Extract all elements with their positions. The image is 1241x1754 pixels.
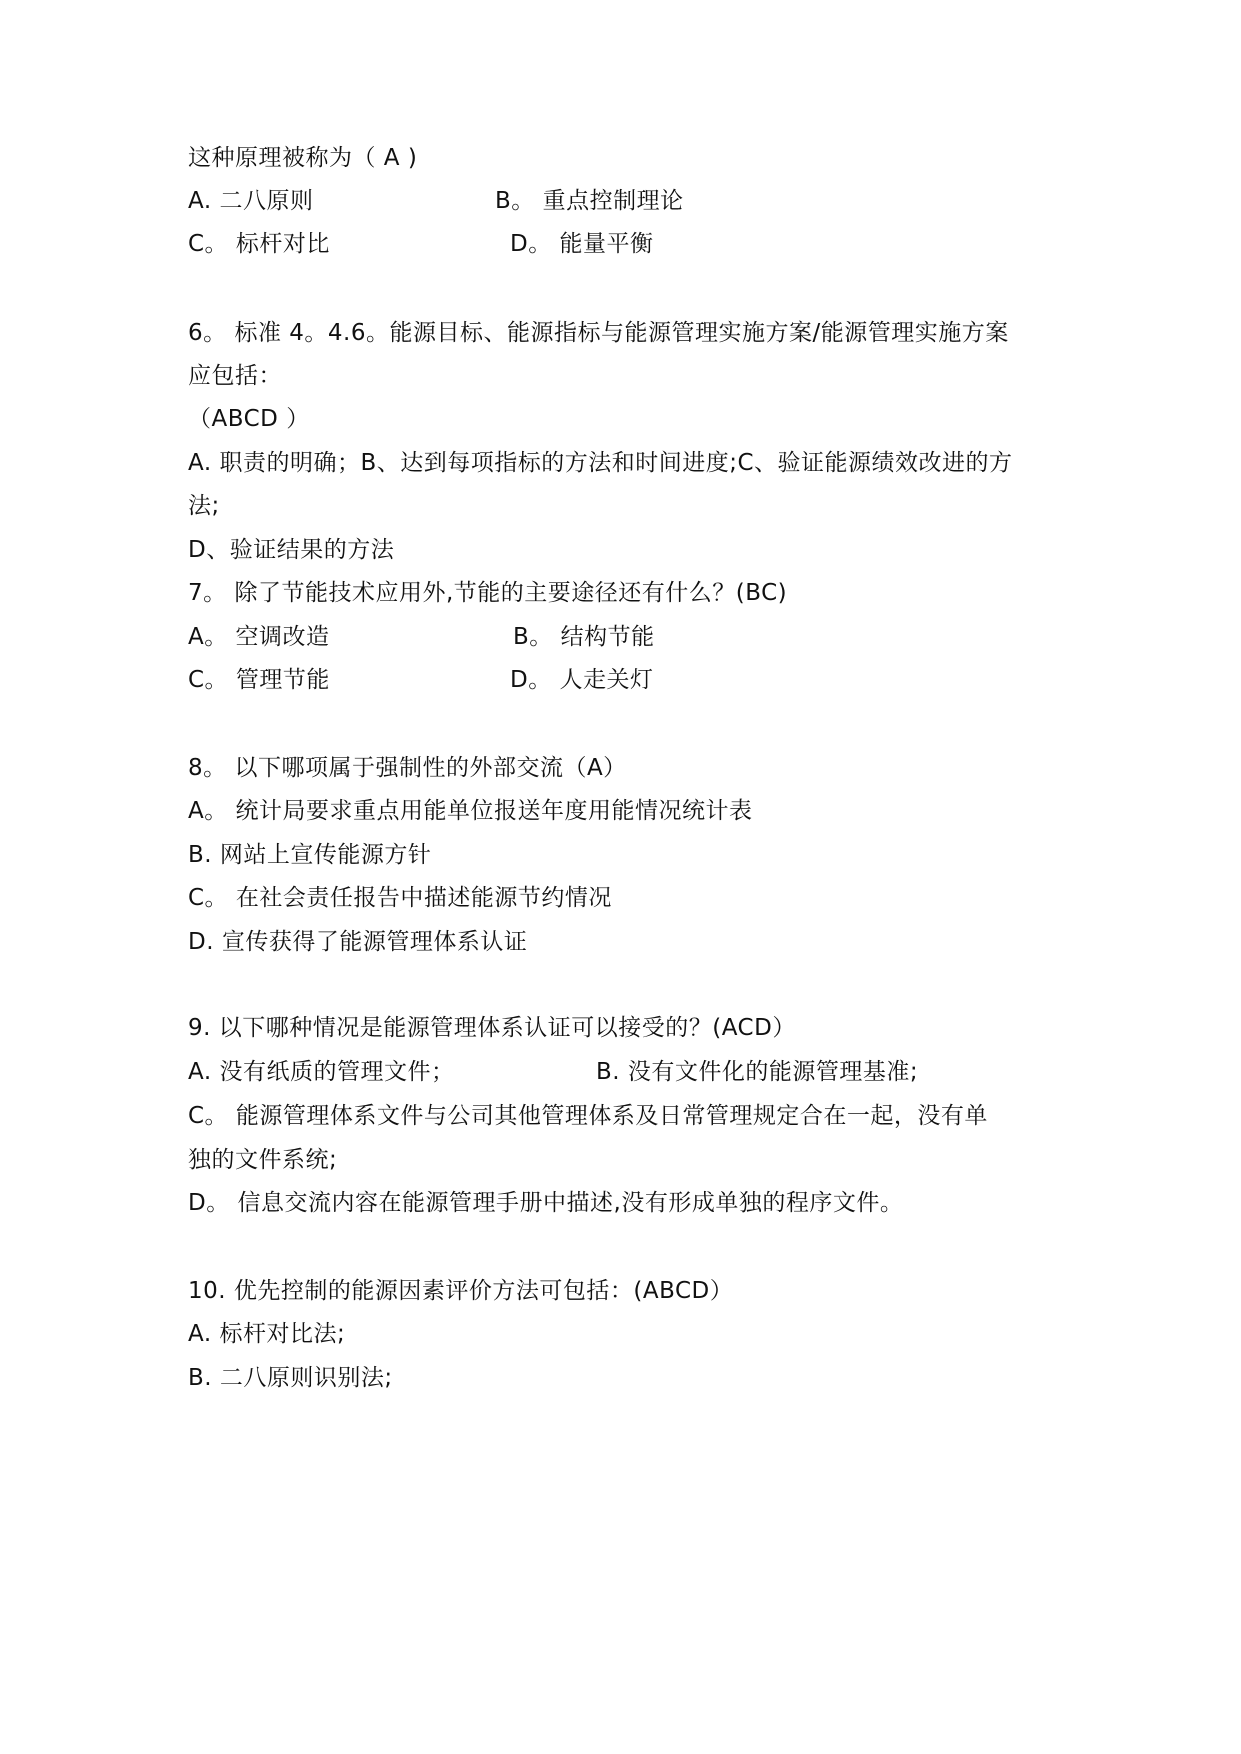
q7-option-d: D。 人走关灯 — [510, 667, 654, 693]
q9-option-row-1 — [188, 1057, 919, 1087]
q5-option-d: D。 能量平衡 — [510, 231, 654, 257]
q9-option-d: D。 信息交流内容在能源管理手册中描述,没有形成单独的程序文件。 — [188, 1190, 904, 1216]
q6-options-line-1: A. 职责的明确；B、达到每项指标的方法和时间进度;C、验证能源绩效改进的方 — [188, 450, 1013, 476]
q10-stem: 10. 优先控制的能源因素评价方法可包括：(ABCD） — [188, 1278, 734, 1304]
q9-option-a: A. 没有纸质的管理文件； — [188, 1059, 455, 1085]
q10-option-b: B. 二八原则识别法; — [188, 1365, 393, 1391]
q9-option-b: B. 没有文件化的能源管理基准; — [596, 1059, 919, 1085]
q7-option-row-1 — [188, 622, 655, 652]
q5-option-c: C。 标杆对比 — [188, 231, 330, 257]
q7-option-b: B。 结构节能 — [513, 624, 655, 650]
q6-stem-line-1: 6。 标准 4。4.6。能源目标、能源指标与能源管理实施方案/能源管理实施方案 — [188, 320, 1009, 346]
q6-stem-line-2: 应包括： — [188, 363, 282, 389]
q5-option-b: B。 重点控制理论 — [495, 188, 684, 214]
q8-option-d: D. 宣传获得了能源管理体系认证 — [188, 929, 528, 955]
q7-option-row-2 — [188, 665, 654, 695]
q8-stem: 8。 以下哪项属于强制性的外部交流（A） — [188, 755, 627, 781]
q6-options-line-3: D、验证结果的方法 — [188, 537, 395, 563]
q9-stem: 9. 以下哪种情况是能源管理体系认证可以接受的？(ACD） — [188, 1015, 796, 1041]
q8-option-c: C。 在社会责任报告中描述能源节约情况 — [188, 885, 612, 911]
q7-option-a: A。 空调改造 — [188, 624, 330, 650]
q5-option-a: A. 二八原则 — [188, 188, 314, 214]
q8-option-a: A。 统计局要求重点用能单位报送年度用能情况统计表 — [188, 798, 753, 824]
q9-option-c-line-2: 独的文件系统; — [188, 1147, 338, 1173]
q8-option-b: B. 网站上宣传能源方针 — [188, 842, 432, 868]
q5-option-row-1 — [188, 186, 684, 216]
q9-option-c-line-1: C。 能源管理体系文件与公司其他管理体系及日常管理规定合在一起，没有单 — [188, 1103, 988, 1129]
q5-stem: 这种原理被称为（ A ) — [188, 145, 418, 171]
q5-option-row-2 — [188, 229, 654, 259]
q10-option-a: A. 标杆对比法; — [188, 1321, 346, 1347]
q6-answer: （ABCD ） — [188, 406, 310, 432]
q6-options-line-2: 法; — [188, 493, 220, 519]
q7-option-c: C。 管理节能 — [188, 667, 330, 693]
q7-stem: 7。 除了节能技术应用外,节能的主要途径还有什么？(BC) — [188, 580, 788, 606]
